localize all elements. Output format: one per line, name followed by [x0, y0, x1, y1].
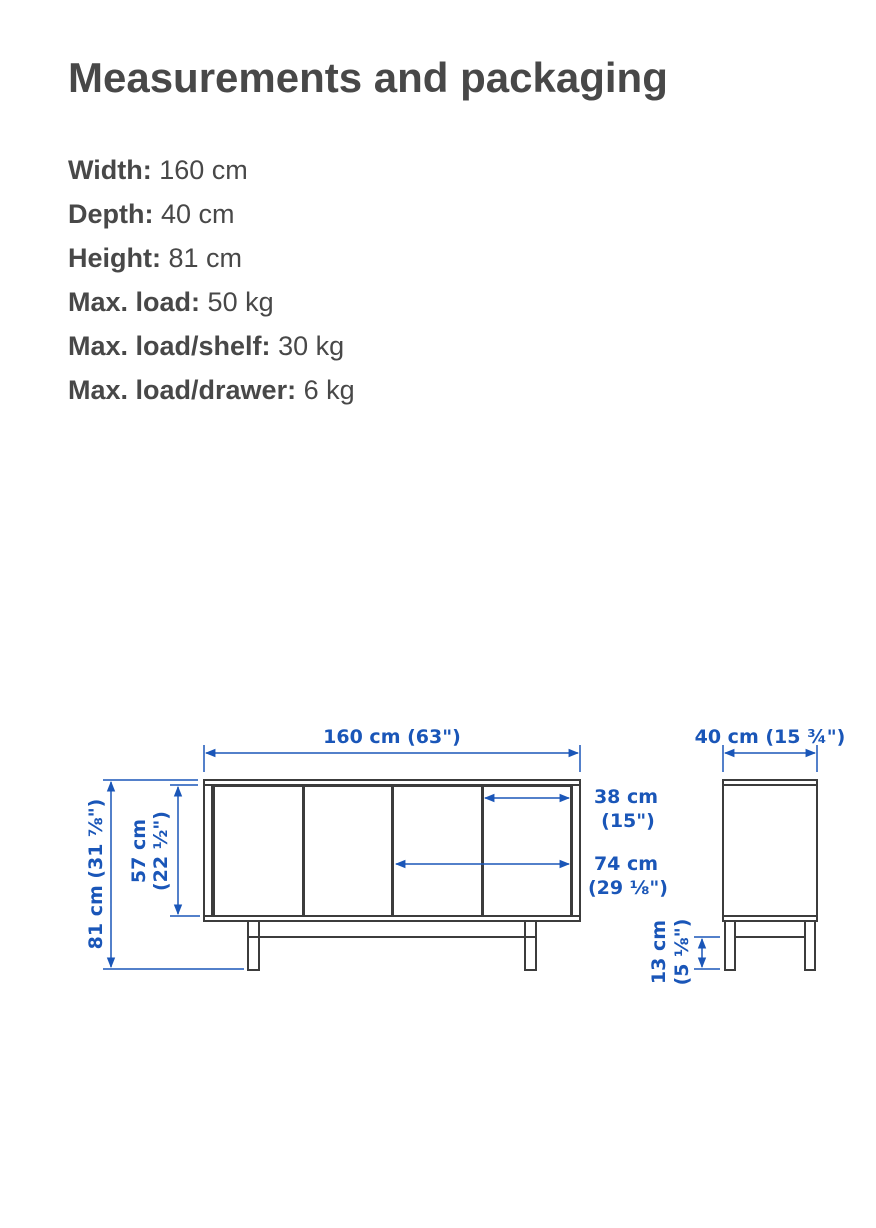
spec-value: 30 kg — [278, 331, 345, 361]
measurements-list — [68, 148, 355, 412]
depth-dimension-label: 40 cm (15 ¾") — [694, 726, 846, 748]
spec-max-load-shelf — [68, 324, 355, 368]
leg-right — [525, 921, 536, 970]
side-leg-back — [805, 921, 815, 970]
shelf-width-label-cm: 38 cm — [593, 786, 659, 808]
spec-value: 50 kg — [207, 287, 274, 317]
spec-label: Max. load/shelf: — [68, 331, 271, 361]
shelf-width-label-in: (15") — [601, 810, 655, 832]
inner-width-label-in: (29 ⅛") — [588, 877, 668, 899]
spec-depth — [68, 192, 355, 236]
sideboard-front-view — [204, 780, 580, 970]
spec-max-load — [68, 280, 355, 324]
spec-max-load-drawer — [68, 368, 355, 412]
spec-label: Max. load: — [68, 287, 201, 317]
total-height-label: 81 cm (31 ⅞") — [85, 798, 107, 950]
spec-label: Max. load/drawer: — [68, 375, 297, 405]
dimension-lines — [103, 745, 817, 969]
leg-left — [248, 921, 259, 970]
cabinet-height-label-in: (22 ½") — [150, 811, 172, 891]
door-2 — [304, 786, 392, 916]
side-leg-front — [725, 921, 735, 970]
spec-value: 6 kg — [303, 375, 355, 405]
door-4 — [483, 786, 571, 916]
spec-value: 40 cm — [161, 199, 235, 229]
dimension-drawing — [0, 700, 876, 1020]
page-title: Measurements and packaging — [68, 54, 668, 101]
base-rail — [248, 921, 536, 937]
door-1 — [214, 786, 303, 916]
cabinet-height-label-cm: 57 cm — [128, 818, 150, 884]
spec-height — [68, 236, 355, 280]
spec-value: 160 cm — [159, 155, 248, 185]
spec-label: Width: — [68, 155, 152, 185]
leg-height-label-cm: 13 cm — [648, 919, 670, 985]
spec-label: Depth: — [68, 199, 154, 229]
side-body — [723, 780, 817, 921]
leg-height-label-in: (5 ⅛") — [671, 918, 693, 986]
width-dimension-label: 160 cm (63") — [323, 726, 461, 748]
inner-width-label-cm: 74 cm — [593, 853, 659, 875]
spec-value: 81 cm — [168, 243, 243, 273]
spec-label: Height: — [68, 243, 161, 273]
spec-width — [68, 148, 355, 192]
sideboard-side-view — [723, 780, 817, 970]
door-3 — [393, 786, 482, 916]
